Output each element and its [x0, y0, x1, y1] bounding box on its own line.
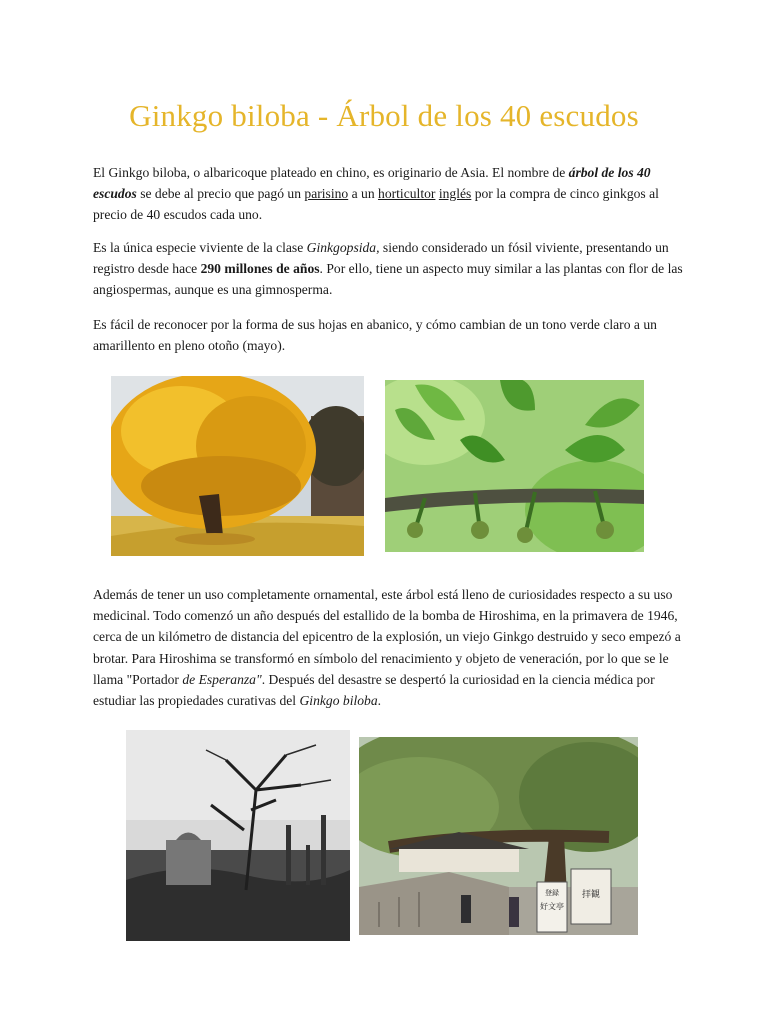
intro-text-2: se debe al precio que pagó un — [136, 186, 305, 202]
history-text-3: . — [377, 693, 382, 709]
history-text-2: . Después del desastre se despertó la curiosidad en la ciencia médica por estudiar las propiedades curativas del — [93, 671, 655, 709]
autumn-ginkgo-tree-photo — [111, 376, 364, 556]
hiroshima-ruins-photo — [126, 730, 350, 941]
paragraph-history — [93, 584, 683, 711]
paragraph-leaves — [93, 314, 683, 356]
ginkgo-leaves-photo — [385, 380, 644, 552]
intro-text-5: por la compra de cinco ginkgos al precio de 40 escudos cada uno. — [93, 186, 659, 223]
sign-line-1: 登録 — [545, 889, 559, 897]
temple-ginkgo-photo — [359, 737, 638, 935]
species-text-3: . Por ello, tiene un aspecto muy similar a las plantas con flor de las angiospermas, aunque es una gimnosperma. — [93, 261, 683, 298]
species-bold-years: 290 millones de años — [200, 261, 320, 277]
leaves-text-1: Es fácil de reconocer por la forma de sus hojas en abanico, y cómo cambian de un tono verde claro a un amarillento en pleno otoño (mayo). — [93, 317, 657, 354]
link-parisino[interactable]: parisino — [304, 186, 349, 202]
history-italic-esperanza: de Esperanza" — [182, 671, 262, 687]
species-text-1: Es la única especie viviente de la clase — [93, 240, 307, 255]
species-text-2: siendo considerado un fósil viviente, presentando un registro desde hace — [93, 240, 669, 277]
species-italic-class: Ginkgopsida, — [306, 240, 380, 255]
paragraph-intro — [93, 162, 683, 226]
sign-line-2: 好文亭 — [540, 902, 564, 911]
link-ingles[interactable]: inglés — [438, 186, 472, 202]
intro-text-1: El Ginkgo biloba, o albaricoque plateado en chino, es originario de Asia. El nombre de — [93, 165, 569, 180]
paragraph-species — [93, 237, 683, 301]
intro-text-3: a un — [348, 186, 379, 202]
history-text-1: Además de tener un uso completamente ornamental, este árbol está lleno de curiosidades respecto a su uso medicinal. Todo comenzó un año después del estallido de la bomba de Hiroshima, en la primavera de 1946, cerca de un kilómetro de distancia del epicentro de la explosión, un viejo Ginkgo destruido y seco empezó a brotar. Para Hiroshima se transformó en símbolo del renacimiento y objeto de veneración, por lo que se le llama "Portador — [93, 587, 681, 687]
sign-line-3: 拝観 — [581, 890, 601, 900]
page-title: Ginkgo biloba - Árbol de los 40 escudos — [129, 98, 639, 133]
history-italic-ginkgo: Ginkgo biloba — [299, 693, 378, 709]
intro-bold-italic-name: árbol de los 40 escudos — [93, 165, 651, 202]
link-horticultor[interactable]: horticultor — [378, 186, 436, 202]
